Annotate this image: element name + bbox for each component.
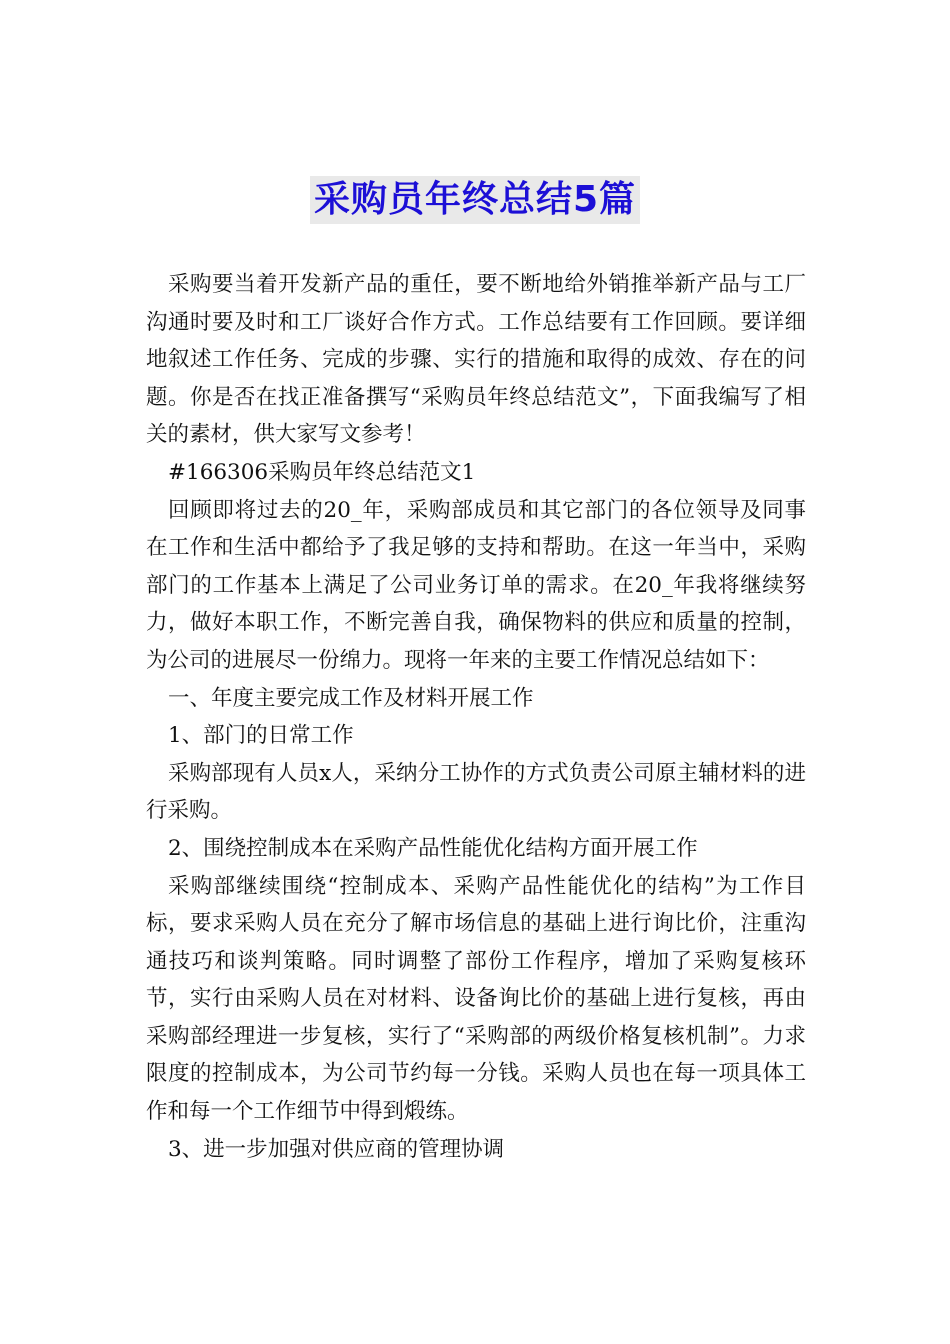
review-paragraph: 回顾即将过去的20_年，采购部成员和其它部门的各位领导及同事在工作和生活中都给予了我足够的支持和帮助。在这一年当中，采购部门的工作基本上满足了公司业务订单的需求。在20_年我将继续努力，做好本职工作，不断完善自我，确保物料的供应和质量的控制，为公司的进展尽一份绵力。现将一年来的主要工作情况总结如下： — [146, 497, 806, 673]
document-body — [146, 266, 806, 1168]
section-heading-sample-1: #166306采购员年终总结范文1 — [168, 459, 476, 485]
subheading-supplier-management: 3、进一步加强对供应商的管理协调 — [168, 1136, 505, 1162]
subheading-daily-work: 1、部门的日常工作 — [168, 723, 354, 749]
title-container — [0, 176, 950, 224]
subheading-cost-control: 2、围绕控制成本在采购产品性能优化结构方面开展工作 — [168, 835, 698, 861]
daily-work-paragraph: 采购部现有人员x人，采纳分工协作的方式负责公司原主辅材料的进行采购。 — [146, 760, 806, 824]
heading-annual-work: 一、年度主要完成工作及材料开展工作 — [168, 685, 534, 711]
intro-paragraph: 采购要当着开发新产品的重任，要不断地给外销推举新产品与工厂沟通时要及时和工厂谈好合作方式。工作总结要有工作回顾。要详细地叙述工作任务、完成的步骤、实行的措施和取得的成效、存在的问题。你是否在找正准备撰写“采购员年终总结范文”，下面我编写了相关的素材，供大家写文参考！ — [146, 272, 806, 448]
document-title: 采购员年终总结5篇 — [310, 176, 640, 224]
cost-control-paragraph: 采购部继续围绕“控制成本、采购产品性能优化的结构”为工作目标，要求采购人员在充分了解市场信息的基础上进行询比价，注重沟通技巧和谈判策略。同时调整了部份工作程序，增加了采购复核环节，实行由采购人员在对材料、设备询比价的基础上进行复核，再由采购部经理进一步复核，实行了“采购部的两级价格复核机制”。力求限度的控制成本，为公司节约每一分钱。采购人员也在每一项具体工作和每一个工作细节中得到煅练。 — [146, 873, 806, 1125]
